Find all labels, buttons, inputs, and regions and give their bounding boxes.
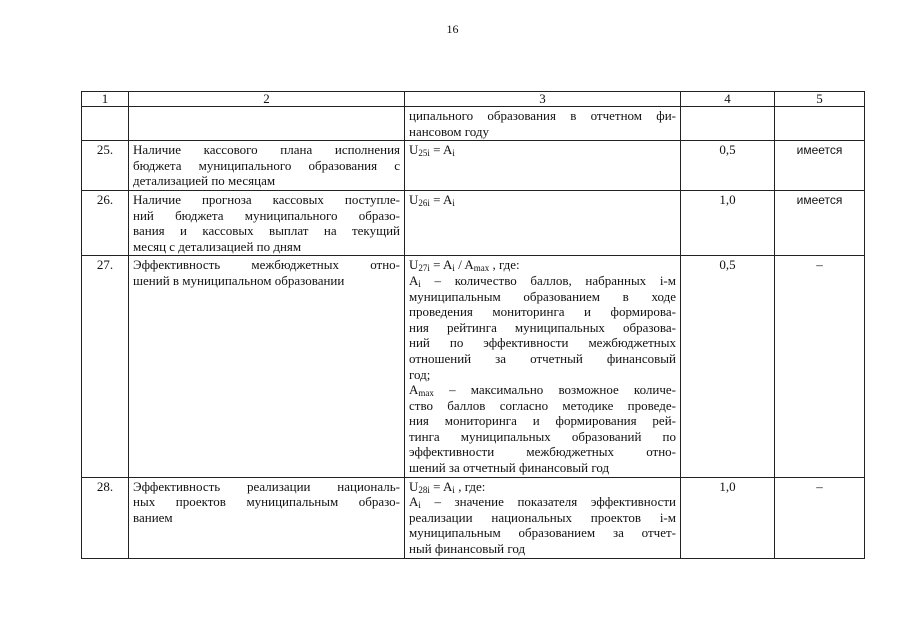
- table-row: [82, 141, 865, 191]
- header-cell-3: 3: [405, 92, 681, 107]
- header-cell-4: 4: [681, 92, 775, 107]
- row-number: 26.: [82, 190, 129, 255]
- indicator-status: имеется: [775, 141, 865, 191]
- indicators-table: [81, 91, 865, 559]
- row-number: 28.: [82, 477, 129, 558]
- formula: $U_{25i} = A_i$: [409, 142, 455, 159]
- header-cell-1: 1: [82, 92, 129, 107]
- table-row: [82, 477, 865, 558]
- header-cell-2: 2: [129, 92, 405, 107]
- table-row: [82, 256, 865, 477]
- continuation-text: ципального образования в отчетном фи- нансовом году: [405, 107, 681, 141]
- indicator-formula: $U_{27i} = A_i / A_{max}$ , где: $A_i$ – количество баллов, набранных i-м муниципальным образованием в ходе проведения мониторинга и формирова- ния рейтинга муниципальных образова- ний по эффективности межбюджетных отношений за отчетный финансовый год; $A_{max}$ – максимально возможное количе- ство баллов согласно методике проведе- ния мониторинга и формирования рей- тинга муниципальных образований по эффективности межбюджетных отно- шений за отчетный финансовый год: [405, 256, 681, 477]
- indicator-weight: 1,0: [681, 477, 775, 558]
- indicator-weight: 0,5: [681, 141, 775, 191]
- indicator-name: Наличие прогноза кассовых поступле- ний бюджета муниципального образо- вания и кассовых выплат на текущий месяц с детализацией по дням: [129, 190, 405, 255]
- indicator-status: –: [775, 256, 865, 477]
- indicator-formula: $U_{28i} = A_i$ , где: $A_i$ – значение показателя эффективности реализации национальных проектов i-м муниципальным образованием за отчет- ный финансовый год: [405, 477, 681, 558]
- row-number: 27.: [82, 256, 129, 477]
- indicator-weight: 0,5: [681, 256, 775, 477]
- indicator-formula: [405, 141, 681, 191]
- indicator-name: Наличие кассового плана исполнения бюджета муниципального образования с детализацией по месяцам: [129, 141, 405, 191]
- indicator-status: имеется: [775, 190, 865, 255]
- formula: $U_{27i} = A_i / A_{max}$ , где:: [409, 257, 520, 274]
- indicator-name: Эффективность реализации националь- ных проектов муниципальным образо- ванием: [129, 477, 405, 558]
- indicator-weight: 1,0: [681, 190, 775, 255]
- formula: $U_{26i} = A_i$: [409, 191, 455, 208]
- continuation-row: [82, 107, 865, 141]
- indicator-formula: [405, 190, 681, 255]
- row-number: 25.: [82, 141, 129, 191]
- formula: $U_{28i} = A_i$ , где:: [409, 478, 486, 495]
- indicator-status: –: [775, 477, 865, 558]
- header-row: [82, 92, 865, 107]
- indicator-name: Эффективность межбюджетных отно- шений в муниципальном образовании: [129, 256, 405, 477]
- table-row: [82, 190, 865, 255]
- header-cell-5: 5: [775, 92, 865, 107]
- page-number: 16: [446, 22, 459, 36]
